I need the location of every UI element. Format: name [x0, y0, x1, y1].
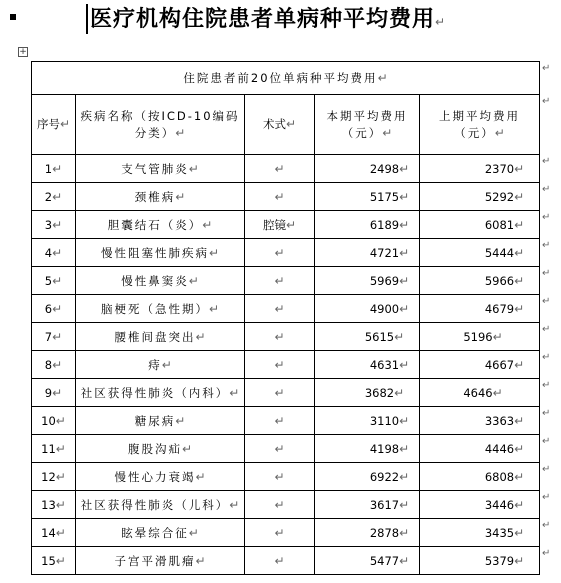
cell-previous-text: 5966↵ — [484, 273, 525, 288]
cell-disease — [76, 407, 245, 435]
cell-index — [32, 351, 76, 379]
paragraph-mark: ↵ — [175, 189, 186, 204]
paragraph-mark: ↵ — [208, 301, 220, 316]
paragraph-mark: ↵ — [514, 441, 525, 456]
cell-previous-text: 2370↵ — [484, 161, 525, 176]
paragraph-mark: ↵ — [274, 441, 285, 456]
cell-index — [32, 379, 76, 407]
table-row — [32, 435, 540, 463]
paragraph-mark: ↵ — [399, 413, 410, 428]
cell-procedure — [245, 519, 315, 547]
cell-disease — [76, 519, 245, 547]
cell-disease-text: 眩晕综合征 — [121, 525, 189, 540]
cell-disease-text: 脑梗死（急性期） — [100, 301, 209, 316]
cost-table — [31, 61, 540, 575]
cell-disease-text: 社区获得性肺炎（儿科） — [80, 497, 230, 512]
cell-current-text: 3110↵ — [369, 413, 410, 428]
cell-index — [32, 407, 76, 435]
paragraph-mark: ↵ — [514, 497, 525, 512]
cell-index-text: 4 — [44, 245, 53, 260]
paragraph-mark: ↵ — [55, 413, 66, 428]
cell-current — [315, 295, 420, 323]
cell-disease — [76, 463, 245, 491]
paragraph-mark: ↵ — [274, 413, 285, 428]
cell-current-text: 3682↵ — [364, 385, 405, 400]
cell-procedure — [245, 435, 315, 463]
paragraph-mark: ↵ — [514, 525, 525, 540]
table-row — [32, 547, 540, 575]
cell-current-text: 5969↵ — [369, 273, 410, 288]
paragraph-mark: ↵ — [55, 497, 66, 512]
cell-previous-text: 5196↵ — [463, 329, 503, 344]
cell-current — [315, 323, 420, 351]
paragraph-mark: ↵ — [399, 161, 410, 176]
paragraph-mark: ↵ — [274, 357, 285, 372]
paragraph-mark: ↵ — [52, 329, 63, 344]
paragraph-mark: ↵ — [377, 71, 388, 85]
cell-previous — [420, 211, 540, 239]
paragraph-mark: ↵ — [514, 357, 525, 372]
header-disease — [76, 95, 245, 155]
cell-disease — [76, 267, 245, 295]
row-end-mark: ↵ — [542, 380, 551, 391]
paragraph-mark: ↵ — [274, 273, 285, 288]
paragraph-mark: ↵ — [399, 217, 410, 232]
cell-procedure — [245, 379, 315, 407]
paragraph-mark: ↵ — [274, 385, 285, 400]
cell-previous — [420, 463, 540, 491]
cell-previous-text: 4667↵ — [484, 357, 525, 372]
cell-index — [32, 155, 76, 183]
row-end-mark: ↵ — [542, 408, 551, 419]
cell-index — [32, 435, 76, 463]
cell-previous — [420, 547, 540, 575]
cell-previous-text: 6081↵ — [484, 217, 525, 232]
cell-disease-text: 社区获得性肺炎（内科） — [80, 385, 230, 400]
cell-disease-text: 慢性心力衰竭 — [114, 469, 196, 484]
cell-previous-text: 3446↵ — [484, 497, 525, 512]
paragraph-mark: ↵ — [399, 469, 410, 484]
table-row — [32, 519, 540, 547]
cell-current-text: 6922↵ — [369, 469, 410, 484]
table-row — [32, 407, 540, 435]
cell-previous — [420, 323, 540, 351]
paragraph-mark: ↵ — [229, 385, 240, 400]
row-end-mark: ↵ — [542, 352, 551, 363]
cell-disease — [76, 239, 245, 267]
table-row — [32, 491, 540, 519]
cell-index — [32, 519, 76, 547]
paragraph-mark: ↵ — [195, 329, 206, 344]
row-end-mark: ↵ — [542, 184, 551, 195]
table-row — [32, 267, 540, 295]
table-row — [32, 379, 540, 407]
cell-previous — [420, 267, 540, 295]
cell-index — [32, 323, 76, 351]
cell-disease — [76, 547, 245, 575]
row-end-mark: ↵ — [542, 464, 551, 475]
row-end-mark: ↵ — [542, 520, 551, 531]
paragraph-mark: ↵ — [399, 525, 410, 540]
cell-current — [315, 491, 420, 519]
paragraph-mark: ↵ — [382, 125, 393, 140]
row-end-mark: ↵ — [542, 436, 551, 447]
cell-index-text: 8 — [44, 357, 53, 372]
cell-index-text: 14 — [41, 525, 56, 540]
cell-index-text: 11 — [41, 441, 56, 456]
paragraph-mark: ↵ — [514, 301, 525, 316]
table-header-row — [32, 95, 540, 155]
cell-previous — [420, 351, 540, 379]
cell-current-text: 5615↵ — [364, 329, 405, 344]
paragraph-mark: ↵ — [399, 553, 410, 568]
cell-current-text: 6189↵ — [369, 217, 410, 232]
row-end-mark: ↵ — [542, 96, 551, 107]
cell-current-text: 2498↵ — [369, 161, 410, 176]
table-caption — [32, 62, 540, 95]
cell-index-text: 5 — [44, 273, 53, 288]
paragraph-mark: ↵ — [52, 385, 63, 400]
cell-current — [315, 547, 420, 575]
cell-current-text: 4721↵ — [369, 245, 410, 260]
cell-previous-text: 4446↵ — [484, 441, 525, 456]
cell-disease — [76, 323, 245, 351]
cell-procedure — [245, 155, 315, 183]
cell-current — [315, 351, 420, 379]
cell-disease-text: 慢性鼻窦炎 — [121, 273, 189, 288]
paragraph-mark: ↵ — [52, 217, 63, 232]
paragraph-mark: ↵ — [514, 273, 525, 288]
cell-disease-text: 胆囊结石（炎） — [107, 217, 203, 232]
table-row — [32, 155, 540, 183]
cell-index — [32, 491, 76, 519]
cell-disease-text: 腰椎间盘突出 — [114, 329, 196, 344]
paragraph-mark: ↵ — [274, 553, 285, 568]
cell-disease — [76, 295, 245, 323]
cell-previous-text: 4646↵ — [463, 385, 503, 400]
cell-disease-text: 糖尿病 — [134, 413, 176, 428]
paragraph-mark: ↵ — [274, 189, 285, 204]
cell-procedure — [245, 491, 315, 519]
paragraph-mark: ↵ — [494, 125, 505, 140]
header-procedure-text: 术式 — [262, 117, 286, 131]
cell-previous-text: 5379↵ — [484, 553, 525, 568]
cell-current — [315, 183, 420, 211]
bullet-point — [10, 14, 16, 20]
cell-previous — [420, 155, 540, 183]
cell-index-text: 9 — [44, 385, 53, 400]
paragraph-mark: ↵ — [52, 357, 63, 372]
paragraph-mark: ↵ — [274, 329, 285, 344]
cell-disease — [76, 491, 245, 519]
paragraph-mark: ↵ — [492, 385, 503, 400]
cell-procedure — [245, 183, 315, 211]
table-row — [32, 183, 540, 211]
cell-procedure — [245, 211, 315, 239]
header-procedure — [245, 95, 315, 155]
cell-index — [32, 183, 76, 211]
cell-index-text: 2 — [44, 189, 53, 204]
paragraph-mark: ↵ — [514, 189, 525, 204]
table-row — [32, 351, 540, 379]
row-end-mark: ↵ — [542, 296, 551, 307]
paragraph-mark: ↵ — [399, 441, 410, 456]
paragraph-mark: ↵ — [514, 245, 525, 260]
header-index — [32, 95, 76, 155]
paragraph-mark: ↵ — [175, 413, 186, 428]
cell-disease — [76, 379, 245, 407]
cell-index — [32, 267, 76, 295]
cell-disease — [76, 351, 245, 379]
cell-procedure — [245, 547, 315, 575]
cell-index-text: 12 — [41, 469, 56, 484]
cell-current-text: 4198↵ — [369, 441, 410, 456]
text-cursor — [86, 4, 88, 34]
cell-procedure — [245, 323, 315, 351]
paragraph-mark: ↵ — [161, 357, 172, 372]
table-row — [32, 323, 540, 351]
cell-disease-text: 支气管肺炎 — [121, 161, 189, 176]
cell-previous — [420, 519, 540, 547]
table-row — [32, 295, 540, 323]
table-caption-row — [32, 62, 540, 95]
paragraph-mark: ↵ — [188, 161, 199, 176]
paragraph-mark: ↵ — [435, 15, 447, 29]
table-row — [32, 211, 540, 239]
cell-previous-text: 5444↵ — [484, 245, 525, 260]
cell-previous-text: 6808↵ — [484, 469, 525, 484]
header-previous-text: 上期平均费用（元） — [439, 108, 521, 140]
cell-previous-text: 5292↵ — [484, 189, 525, 204]
cell-current — [315, 379, 420, 407]
cell-current — [315, 435, 420, 463]
paragraph-mark: ↵ — [399, 357, 410, 372]
cell-procedure — [245, 295, 315, 323]
paragraph-mark: ↵ — [55, 469, 66, 484]
cell-disease-text: 子宫平滑肌瘤 — [114, 553, 196, 568]
paragraph-mark: ↵ — [59, 117, 71, 131]
cell-disease — [76, 155, 245, 183]
cell-disease — [76, 183, 245, 211]
row-end-mark: ↵ — [542, 268, 551, 279]
cell-index-text: 15 — [41, 553, 56, 568]
paragraph-mark: ↵ — [285, 117, 297, 131]
paragraph-mark: ↵ — [394, 385, 405, 400]
cell-previous — [420, 491, 540, 519]
paragraph-mark: ↵ — [514, 413, 525, 428]
cell-index-text: 1 — [44, 161, 53, 176]
table-row — [32, 239, 540, 267]
page-heading[interactable] — [90, 2, 446, 36]
paragraph-mark: ↵ — [399, 301, 410, 316]
table-body — [32, 155, 540, 575]
paragraph-mark: ↵ — [274, 161, 285, 176]
cell-procedure — [245, 407, 315, 435]
paragraph-mark: ↵ — [274, 469, 285, 484]
heading-text: 医疗机构住院患者单病种平均费用 — [90, 6, 436, 32]
cell-previous — [420, 239, 540, 267]
cell-previous-text: 3435↵ — [484, 525, 525, 540]
paragraph-mark: ↵ — [514, 553, 525, 568]
paragraph-mark: ↵ — [52, 161, 63, 176]
cell-index-text: 10 — [41, 413, 56, 428]
cell-index-text: 13 — [41, 497, 56, 512]
paragraph-mark: ↵ — [399, 245, 410, 260]
cell-current-text: 5175↵ — [369, 189, 410, 204]
cell-disease-text: 腹股沟疝 — [127, 441, 182, 456]
row-end-mark: ↵ — [542, 548, 551, 559]
cell-index — [32, 295, 76, 323]
paragraph-mark: ↵ — [188, 273, 199, 288]
paragraph-mark: ↵ — [514, 217, 525, 232]
cell-index — [32, 239, 76, 267]
cell-current — [315, 407, 420, 435]
cell-disease-text: 痔 — [148, 357, 162, 372]
cell-previous-text: 3363↵ — [484, 413, 525, 428]
paragraph-mark: ↵ — [274, 497, 285, 512]
cell-procedure — [245, 351, 315, 379]
cell-current — [315, 155, 420, 183]
paragraph-mark: ↵ — [274, 525, 285, 540]
cell-procedure — [245, 463, 315, 491]
paragraph-mark: ↵ — [52, 245, 63, 260]
paragraph-mark: ↵ — [514, 161, 525, 176]
paragraph-mark: ↵ — [52, 301, 63, 316]
paragraph-mark: ↵ — [55, 553, 66, 568]
paragraph-mark: ↵ — [202, 217, 213, 232]
paragraph-mark: ↵ — [52, 273, 63, 288]
paragraph-mark: ↵ — [175, 125, 186, 140]
cell-procedure — [245, 239, 315, 267]
cell-index-text: 3 — [44, 217, 53, 232]
cell-current — [315, 267, 420, 295]
cell-procedure — [245, 267, 315, 295]
paragraph-mark: ↵ — [208, 245, 220, 260]
paragraph-mark: ↵ — [188, 525, 199, 540]
cell-previous — [420, 295, 540, 323]
cell-previous-text: 4679↵ — [484, 301, 525, 316]
cell-current-text: 5477↵ — [369, 553, 410, 568]
table-caption-text: 住院患者前20位单病种平均费用 — [183, 71, 378, 85]
header-disease-text: 疾病名称（按ICD-10编码分类） — [80, 108, 240, 140]
cell-index-text: 6 — [44, 301, 53, 316]
table-move-handle-icon[interactable]: + — [19, 47, 27, 57]
cell-index — [32, 463, 76, 491]
paragraph-mark: ↵ — [195, 469, 206, 484]
paragraph-mark: ↵ — [274, 245, 285, 260]
paragraph-mark: ↵ — [394, 329, 405, 344]
header-current-text: 本期平均费用（元） — [326, 108, 408, 140]
cell-previous — [420, 435, 540, 463]
paragraph-mark: ↵ — [285, 217, 297, 232]
cell-current-text: 3617↵ — [369, 497, 410, 512]
cell-current-text: 4900↵ — [369, 301, 410, 316]
header-current — [315, 95, 420, 155]
row-end-mark: ↵ — [542, 63, 551, 74]
cell-disease — [76, 211, 245, 239]
paragraph-mark: ↵ — [514, 469, 525, 484]
cell-disease-text: 慢性阻塞性肺疾病 — [100, 245, 209, 260]
cell-previous — [420, 379, 540, 407]
row-end-mark: ↵ — [542, 240, 551, 251]
row-end-mark: ↵ — [542, 212, 551, 223]
paragraph-mark: ↵ — [181, 441, 193, 456]
paragraph-mark: ↵ — [229, 497, 240, 512]
cell-previous — [420, 407, 540, 435]
paragraph-mark: ↵ — [492, 329, 503, 344]
paragraph-mark: ↵ — [399, 273, 410, 288]
paragraph-mark: ↵ — [55, 441, 66, 456]
table-row — [32, 463, 540, 491]
cell-index — [32, 547, 76, 575]
cell-current — [315, 239, 420, 267]
cell-index — [32, 211, 76, 239]
cell-procedure-text: 腔镜 — [262, 217, 286, 232]
cell-current — [315, 463, 420, 491]
row-end-mark: ↵ — [542, 156, 551, 167]
cell-previous — [420, 183, 540, 211]
cell-disease — [76, 435, 245, 463]
paragraph-mark: ↵ — [399, 497, 410, 512]
cell-current — [315, 211, 420, 239]
header-previous — [420, 95, 540, 155]
paragraph-mark: ↵ — [274, 301, 285, 316]
row-end-mark: ↵ — [542, 492, 551, 503]
cell-current — [315, 519, 420, 547]
cell-disease-text: 颈椎病 — [134, 189, 176, 204]
header-index-text: 序号 — [36, 117, 60, 131]
paragraph-mark: ↵ — [195, 553, 206, 568]
paragraph-mark: ↵ — [52, 189, 63, 204]
cell-index-text: 7 — [44, 329, 53, 344]
paragraph-mark: ↵ — [399, 189, 410, 204]
paragraph-mark: ↵ — [55, 525, 66, 540]
row-end-mark: ↵ — [542, 324, 551, 335]
cell-current-text: 2878↵ — [369, 525, 410, 540]
cell-current-text: 4631↵ — [369, 357, 410, 372]
